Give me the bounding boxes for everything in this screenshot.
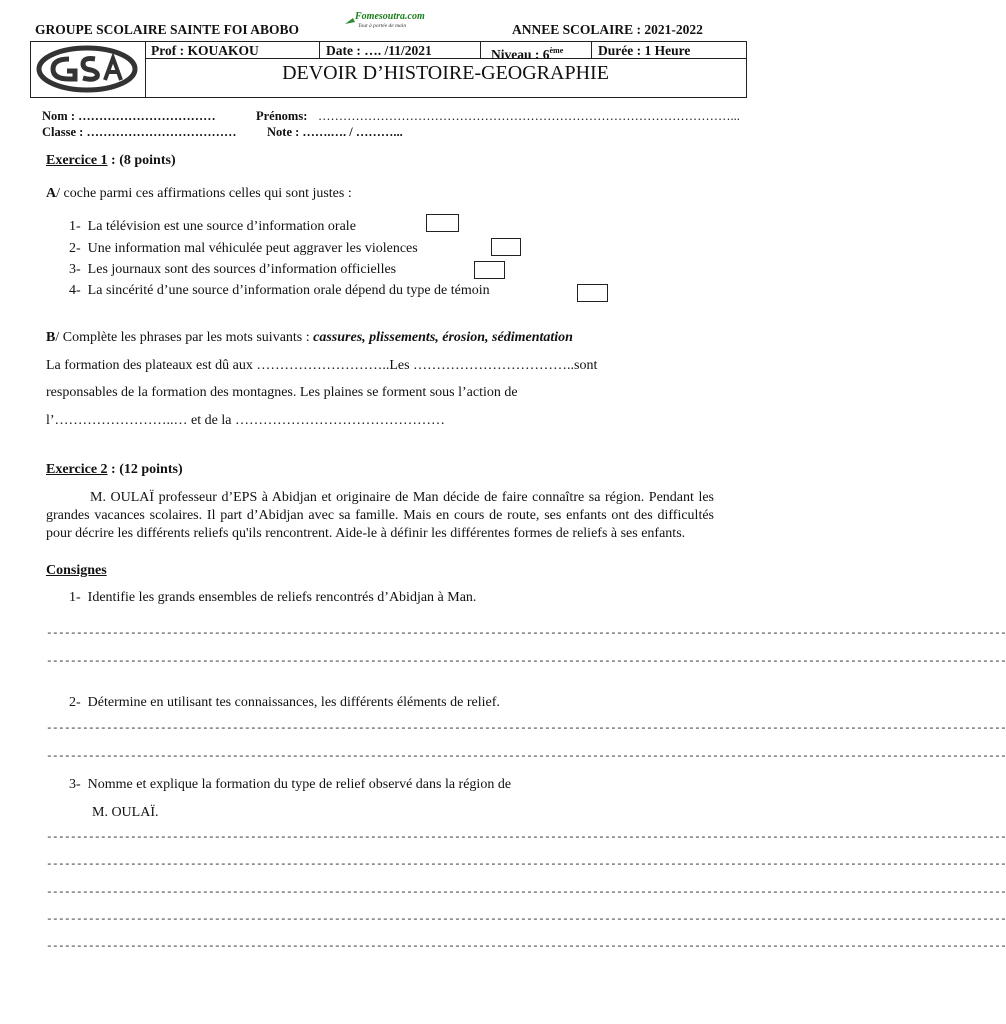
statement-number: 3- — [69, 262, 81, 277]
niveau-text: Niveau : 6 — [491, 47, 550, 62]
section-a-text: / coche parmi ces affirmations celles qui sont justes : — [56, 186, 352, 201]
site-logo — [343, 10, 428, 34]
exercise-1-heading — [46, 153, 176, 169]
section-b-words: cassures, plissements, érosion, sédimentation — [313, 330, 573, 345]
answer-line[interactable]: ---------------------------------------------------------------------------------------------------------------------------------------------------------------- — [46, 656, 1006, 668]
statement-1 — [69, 219, 356, 235]
duree-cell: Durée : 1 Heure — [592, 42, 746, 59]
answer-line[interactable]: ---------------------------------------------------------------------------------------------------------------------------------------------------------------- — [46, 751, 1006, 763]
school-year: ANNEE SCOLAIRE : 2021-2022 — [512, 22, 703, 37]
date-cell: Date : …. /11/2021 — [320, 42, 481, 59]
note-field: Note : …….…. / ………... — [267, 125, 403, 139]
statement-3 — [69, 262, 396, 278]
question-number: 1- — [69, 590, 81, 605]
school-logo-icon — [31, 42, 143, 95]
question-text: Nomme et explique la formation du type de relief observé dans la région de — [87, 777, 512, 792]
section-b-instruction — [46, 330, 573, 346]
fill-blank-line-3: l’……………………..… et de la ……………………………………… — [46, 413, 445, 428]
nom-field: Nom : …………………………… — [42, 109, 216, 123]
answer-line[interactable]: ---------------------------------------------------------------------------------------------------------------------------------------------------------------- — [46, 723, 1006, 735]
answer-line[interactable]: ---------------------------------------------------------------------------------------------------------------------------------------------------------------- — [46, 887, 1006, 899]
niveau-cell — [481, 42, 592, 62]
prof-cell: Prof : KOUAKOU — [145, 42, 320, 59]
question-3 — [69, 777, 511, 793]
question-number: 3- — [69, 777, 81, 792]
statement-2 — [69, 241, 418, 257]
question-text: Identifie les grands ensembles de reliefs rencontrés d’Abidjan à Man. — [87, 590, 477, 605]
answer-line[interactable]: ---------------------------------------------------------------------------------------------------------------------------------------------------------------- — [46, 914, 1006, 926]
statement-3-checkbox[interactable] — [474, 261, 505, 279]
statement-text: Une information mal véhiculée peut aggraver les violences — [87, 241, 418, 256]
classe-field: Classe : ……………………………… — [42, 125, 237, 139]
exercise-2-heading — [46, 462, 183, 478]
statement-2-checkbox[interactable] — [491, 238, 521, 256]
section-a-instruction — [46, 186, 352, 202]
niveau-superscript: ème — [549, 46, 564, 55]
answer-line[interactable]: ---------------------------------------------------------------------------------------------------------------------------------------------------------------- — [46, 859, 1006, 871]
exercise-2-context: M. OULAÏ professeur d’EPS à Abidjan et originaire de Man décide de faire connaître sa région. Pendant les grandes vacances scolaires. Il part d’Abidjan avec sa famille. Mais en cours de route, ses enfants ont des difficultés pour décrire les différents reliefs qu'ils rencontrent. Aide-le à définir les différentes formes de reliefs à ses enfants. — [46, 490, 714, 541]
statement-number: 1- — [69, 219, 81, 234]
page-title: DEVOIR D’HISTOIRE-GEOGRAPHIE — [282, 62, 609, 84]
question-text: Détermine en utilisant tes connaissances, les différents éléments de relief. — [87, 695, 500, 710]
consignes-heading: Consignes — [46, 563, 107, 578]
school-logo — [31, 42, 146, 97]
question-2 — [69, 695, 500, 711]
prenoms-dots: ………………………………………………………………………………………... — [318, 109, 740, 123]
statement-4 — [69, 283, 490, 299]
statement-text: Les journaux sont des sources d’information officielles — [87, 262, 397, 277]
section-b-text: / Complète les phrases par les mots suivants : — [55, 330, 314, 345]
statement-text: La sincérité d’une source d’information orale dépend du type de témoin — [87, 283, 490, 298]
exercise-2-points: : (12 points) — [107, 462, 183, 477]
site-logo-tagline: Tout à portée de main — [358, 23, 407, 29]
question-3-continuation: M. OULAÏ. — [92, 805, 159, 820]
answer-line[interactable]: ---------------------------------------------------------------------------------------------------------------------------------------------------------------- — [46, 941, 1006, 953]
exercise-1-title: Exercice 1 — [46, 153, 108, 168]
exercise-2-title: Exercice 2 — [46, 462, 108, 477]
question-number: 2- — [69, 695, 81, 710]
question-1 — [69, 590, 476, 606]
prenoms-label: Prénoms: — [256, 109, 308, 123]
fill-blank-line-2: responsables de la formation des montagnes. Les plaines se forment sous l’action de — [46, 385, 518, 400]
answer-line[interactable]: ---------------------------------------------------------------------------------------------------------------------------------------------------------------- — [46, 832, 1006, 844]
statement-text: La télévision est une source d’information orale — [87, 219, 356, 234]
section-b-letter: B — [46, 330, 56, 345]
site-logo-text: Fomesoutra.com — [355, 11, 425, 22]
fill-blank-line-1: La formation des plateaux est dû aux ………………………..Les ……………………………..sont — [46, 358, 598, 373]
statement-number: 2- — [69, 241, 81, 256]
answer-line[interactable]: ---------------------------------------------------------------------------------------------------------------------------------------------------------------- — [46, 628, 1006, 640]
statement-number: 4- — [69, 283, 81, 298]
header-table — [30, 41, 747, 98]
school-name: GROUPE SCOLAIRE SAINTE FOI ABOBO — [35, 22, 300, 37]
statement-4-checkbox[interactable] — [577, 284, 608, 302]
section-a-letter: A — [46, 186, 57, 201]
statement-1-checkbox[interactable] — [426, 214, 459, 232]
exercise-1-points: : (8 points) — [107, 153, 176, 168]
